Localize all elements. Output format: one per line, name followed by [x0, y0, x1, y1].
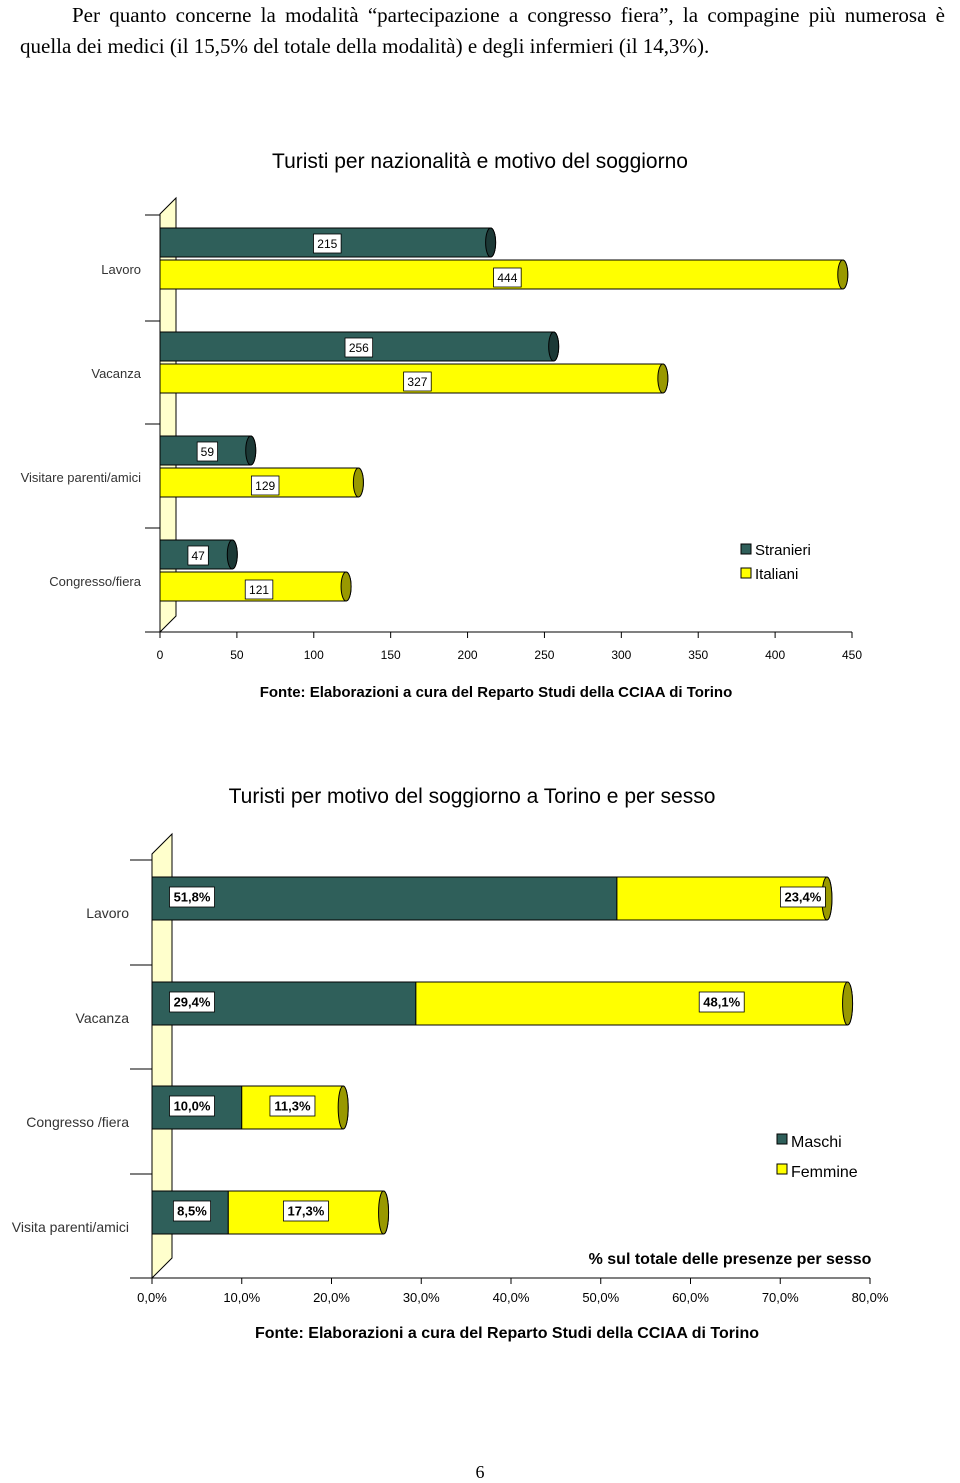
- chart1-bar-italiani-3-end: [341, 572, 351, 601]
- chart1-bar-italiani-0-end: [838, 260, 848, 289]
- chart2-x-tick-label-2: 20,0%: [313, 1290, 350, 1305]
- chart2-legend-label-maschi: Maschi: [791, 1134, 842, 1151]
- chart1-bar-italiani-1-end: [658, 364, 668, 393]
- chart2-data-label-maschi-2: 10,0%: [173, 1098, 211, 1114]
- chart1-bar-italiani-2-end: [353, 468, 363, 497]
- chart1-category-label-1: Vacanza: [91, 366, 141, 381]
- chart2-data-label-maschi-1: 29,4%: [173, 994, 211, 1010]
- chart1-x-tick-label-8: 400: [765, 648, 786, 662]
- chart2-category-label-2: Congresso /fiera: [26, 1114, 129, 1130]
- chart1-data-label-italiani-3: 121: [249, 582, 270, 597]
- chart2-data-label-femmine-2: 11,3%: [274, 1098, 311, 1114]
- intro-text: Per quanto concerne la modalità “partecipazione a congresso fiera”, la compagine più numerosa è quella dei medici (il 15,5% del totale della modalità) e degli infermieri (il 14,3%).: [20, 3, 945, 58]
- chart1-legend-label-stranieri: Stranieri: [755, 542, 811, 559]
- chart2-source: Fonte: Elaborazioni a cura del Reparto Studi della CCIAA di Torino: [254, 1325, 760, 1342]
- chart1-data-label-italiani-1: 327: [407, 374, 428, 389]
- chart2-x-tick-label-4: 40,0%: [492, 1290, 530, 1305]
- chart2-x-tick-label-1: 10,0%: [223, 1290, 261, 1305]
- chart2-data-label-femmine-0: 23,4%: [784, 889, 822, 905]
- chart1-x-tick-label-0: 0: [156, 648, 164, 662]
- chart1-x-tick-label-3: 150: [380, 648, 401, 662]
- chart1-legend-label-italiani: Italiani: [755, 566, 799, 583]
- chart2-bar-femmine-2-end: [338, 1086, 348, 1129]
- chart2-data-label-femmine-3: 17,3%: [287, 1203, 325, 1219]
- chart2-legend-swatch-femmine: [777, 1164, 787, 1174]
- chart1-legend-swatch-stranieri: [741, 544, 751, 554]
- chart2-bar-femmine-3-end: [379, 1191, 389, 1234]
- chart1-category-label-0: Lavoro: [101, 262, 141, 277]
- chart-nationality-motive: [0, 120, 960, 845]
- chart1-data-label-italiani-0: 444: [497, 270, 518, 285]
- chart1-x-tick-label-6: 300: [611, 648, 632, 662]
- chart1-data-label-stranieri-1: 256: [348, 340, 369, 355]
- chart1-data-label-stranieri-2: 59: [200, 444, 215, 459]
- chart1-bar-stranieri-2-end: [246, 436, 256, 465]
- chart2-x-tick-label-5: 50,0%: [582, 1290, 620, 1305]
- chart1-bar-stranieri-0-end: [486, 228, 496, 257]
- chart2-category-label-3: Visita parenti/amici: [11, 1219, 129, 1235]
- chart1-source: Fonte: Elaborazioni a cura del Reparto Studi della CCIAA di Torino: [259, 684, 733, 701]
- chart2-x-tick-label-0: 0,0%: [137, 1290, 167, 1305]
- chart2-bar-femmine-1-end: [843, 982, 853, 1025]
- chart1-x-tick-label-2: 100: [303, 648, 324, 662]
- chart1-x-tick-label-5: 250: [534, 648, 555, 662]
- chart2-category-label-0: Lavoro: [86, 905, 129, 921]
- chart2-data-label-maschi-0: 51,8%: [173, 889, 211, 905]
- chart2-x-tick-label-7: 70,0%: [761, 1290, 799, 1305]
- chart2-data-label-maschi-3: 8,5%: [177, 1203, 207, 1219]
- chart2-legend-swatch-maschi: [777, 1134, 787, 1144]
- chart1-category-label-3: Congresso/fiera: [49, 574, 141, 589]
- chart1-x-tick-label-1: 50: [230, 648, 244, 662]
- chart2-bar-femmine-1: [416, 982, 853, 1025]
- chart2-x-tick-label-6: 60,0%: [672, 1290, 709, 1305]
- chart1-legend-swatch-italiani: [741, 568, 751, 578]
- chart1-title: Turisti per nazionalità e motivo del soggiorno: [272, 150, 688, 173]
- chart1-bar-stranieri-3-end: [227, 540, 237, 569]
- page-number: 6: [475, 1462, 485, 1482]
- chart2-x-axis-label: % sul totale delle presenze per sesso: [588, 1251, 872, 1268]
- chart1-category-label-2: Visitare parenti/amici: [20, 470, 141, 485]
- chart1-x-tick-label-4: 200: [457, 648, 478, 662]
- chart1-data-label-italiani-2: 129: [255, 478, 276, 493]
- chart2-title: Turisti per motivo del soggiorno a Torino e per sesso: [228, 785, 716, 808]
- chart1-x-tick-label-9: 450: [841, 648, 863, 662]
- chart2-data-label-femmine-1: 48,1%: [703, 994, 741, 1010]
- chart1-data-label-stranieri-3: 47: [191, 548, 205, 563]
- chart-motive-gender: [0, 770, 960, 1342]
- chart2-bar-maschi-0: [152, 877, 617, 920]
- chart2-x-tick-label-3: 30,0%: [402, 1290, 440, 1305]
- chart2-legend-label-femmine: Femmine: [791, 1164, 858, 1181]
- intro-paragraph: [20, 0, 945, 62]
- chart1-data-label-stranieri-0: 215: [317, 236, 338, 251]
- chart1-x-tick-label-7: 350: [688, 648, 709, 662]
- chart1-bar-stranieri-1-end: [549, 332, 559, 361]
- chart2-x-tick-label-8: 80,0%: [851, 1290, 889, 1305]
- chart2-category-label-1: Vacanza: [75, 1010, 129, 1026]
